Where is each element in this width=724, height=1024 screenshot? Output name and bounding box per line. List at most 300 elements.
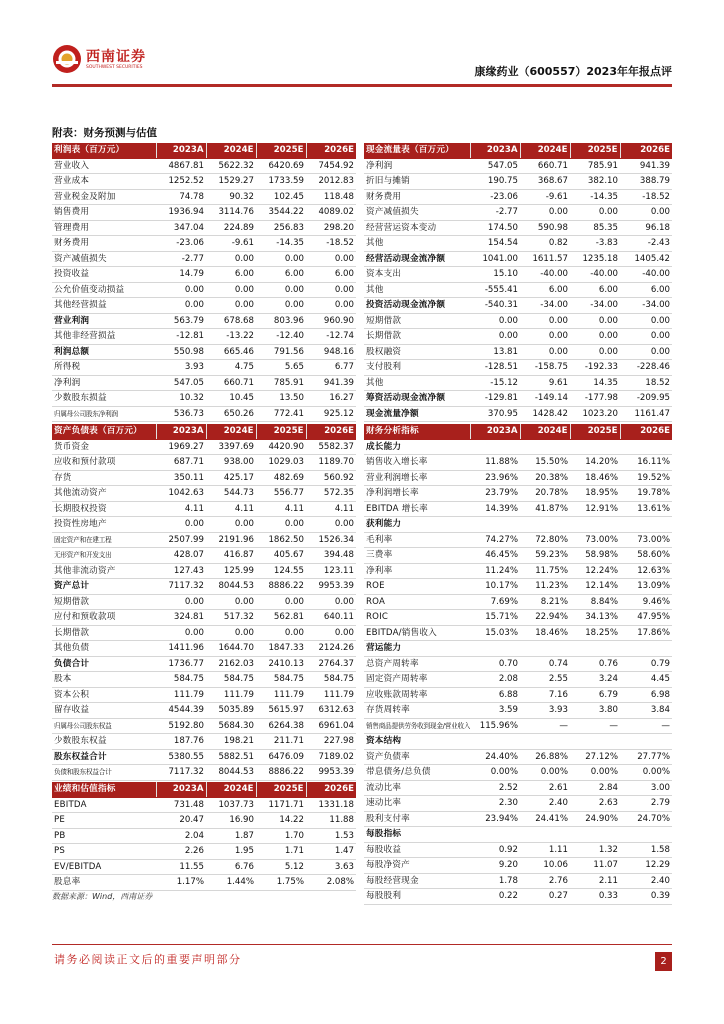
value-cell: 1.32 bbox=[570, 842, 620, 858]
row-label: 经营营运资本变动 bbox=[364, 220, 470, 236]
table-header-row bbox=[52, 782, 356, 797]
value-cell: 1041.00 bbox=[470, 251, 520, 267]
value-cell: 18.46% bbox=[520, 625, 570, 641]
value-cell: 0.00 bbox=[520, 344, 570, 360]
year-header-cell: 2026E bbox=[306, 782, 356, 797]
value-cell: 5.65 bbox=[256, 360, 306, 376]
value-cell: 1235.18 bbox=[570, 251, 620, 267]
row-label: 其他流动资产 bbox=[52, 486, 156, 502]
value-cell: 46.45% bbox=[470, 548, 520, 564]
table-row bbox=[364, 718, 672, 734]
table-row bbox=[52, 749, 356, 765]
row-label: PE bbox=[52, 813, 156, 829]
value-cell: -128.51 bbox=[470, 360, 520, 376]
value-cell: 12.14% bbox=[570, 579, 620, 595]
value-cell: 1526.34 bbox=[306, 532, 356, 548]
value-cell: 115.96% bbox=[470, 718, 520, 734]
value-cell: 7.69% bbox=[470, 594, 520, 610]
value-cell: 938.00 bbox=[206, 455, 256, 471]
row-label: 短期借款 bbox=[364, 313, 470, 329]
value-cell bbox=[620, 439, 672, 455]
row-label: 毛利率 bbox=[364, 532, 470, 548]
value-cell: 0.00 bbox=[620, 205, 672, 221]
value-cell: 2.08 bbox=[470, 672, 520, 688]
value-cell: 23.79% bbox=[470, 486, 520, 502]
table-row bbox=[364, 873, 672, 889]
table-row bbox=[52, 344, 356, 360]
value-cell: 11.24% bbox=[470, 563, 520, 579]
value-cell: 1171.71 bbox=[256, 797, 306, 813]
logo-text-cn: 西南证券 bbox=[86, 49, 146, 65]
row-label: 速动比率 bbox=[364, 796, 470, 812]
value-cell: 482.69 bbox=[256, 470, 306, 486]
row-label: 每股股利 bbox=[364, 889, 470, 905]
table-row bbox=[364, 455, 672, 471]
value-cell: 0.00 bbox=[570, 313, 620, 329]
value-cell bbox=[470, 641, 520, 657]
value-cell: 0.00% bbox=[520, 765, 570, 781]
row-label: 利润总额 bbox=[52, 344, 156, 360]
value-cell: 324.81 bbox=[156, 610, 206, 626]
row-label: 获利能力 bbox=[364, 517, 470, 533]
value-cell: 8.21% bbox=[520, 594, 570, 610]
row-label: 管理费用 bbox=[52, 220, 156, 236]
value-cell: 5622.32 bbox=[206, 158, 256, 174]
table-row bbox=[52, 594, 356, 610]
value-cell: 3.59 bbox=[470, 703, 520, 719]
value-cell: 1428.42 bbox=[520, 406, 570, 422]
value-cell: 368.67 bbox=[520, 174, 570, 190]
value-cell: 6.00 bbox=[206, 267, 256, 283]
value-cell: 14.39% bbox=[470, 501, 520, 517]
row-label: 应收和预付款项 bbox=[52, 455, 156, 471]
table-row bbox=[52, 517, 356, 533]
value-cell: 791.56 bbox=[256, 344, 306, 360]
value-cell: 0.00 bbox=[206, 625, 256, 641]
table-row bbox=[52, 656, 356, 672]
table-row bbox=[364, 313, 672, 329]
value-cell: 3.80 bbox=[570, 703, 620, 719]
value-cell: 6312.63 bbox=[306, 703, 356, 719]
row-label: 支付股利 bbox=[364, 360, 470, 376]
row-label: 长期股权投资 bbox=[52, 501, 156, 517]
value-cell: 1.75% bbox=[256, 875, 306, 891]
value-cell: 18.95% bbox=[570, 486, 620, 502]
table-row bbox=[364, 563, 672, 579]
value-cell: 4544.39 bbox=[156, 703, 206, 719]
value-cell: 0.00 bbox=[620, 329, 672, 345]
table-row bbox=[52, 236, 356, 252]
value-cell: -12.40 bbox=[256, 329, 306, 345]
table-row bbox=[52, 703, 356, 719]
table-row bbox=[364, 532, 672, 548]
value-cell: 4.11 bbox=[256, 501, 306, 517]
value-cell: 2.63 bbox=[570, 796, 620, 812]
table-row bbox=[364, 375, 672, 391]
value-cell: 124.55 bbox=[256, 563, 306, 579]
table-row bbox=[52, 813, 356, 829]
table-row bbox=[52, 298, 356, 314]
table-row bbox=[364, 189, 672, 205]
footer-disclaimer: 请务必阅读正文后的重要声明部分 bbox=[54, 953, 242, 966]
value-cell: 547.05 bbox=[156, 375, 206, 391]
row-label: 净利润 bbox=[364, 158, 470, 174]
value-cell: 256.83 bbox=[256, 220, 306, 236]
value-cell: 925.12 bbox=[306, 406, 356, 422]
value-cell: 2.30 bbox=[470, 796, 520, 812]
year-header-cell: 2023A bbox=[470, 143, 520, 158]
value-cell: -13.22 bbox=[206, 329, 256, 345]
table-title-cell: 资产负债表（百万元） bbox=[52, 424, 156, 439]
row-label: 资产总计 bbox=[52, 579, 156, 595]
value-cell: 0.00 bbox=[306, 625, 356, 641]
row-label: 股权融资 bbox=[364, 344, 470, 360]
value-cell: -555.41 bbox=[470, 282, 520, 298]
year-header-cell: 2025E bbox=[570, 143, 620, 158]
value-cell: 6.98 bbox=[620, 687, 672, 703]
value-cell: -2.77 bbox=[156, 251, 206, 267]
value-cell: 1529.27 bbox=[206, 174, 256, 190]
value-cell: 0.92 bbox=[470, 842, 520, 858]
value-cell: 562.81 bbox=[256, 610, 306, 626]
value-cell: 0.00 bbox=[470, 313, 520, 329]
value-cell: 1847.33 bbox=[256, 641, 306, 657]
row-label: PB bbox=[52, 828, 156, 844]
row-label: 其他 bbox=[364, 236, 470, 252]
value-cell: -14.35 bbox=[570, 189, 620, 205]
value-cell: 1.87 bbox=[206, 828, 256, 844]
value-cell: 785.91 bbox=[570, 158, 620, 174]
table-row bbox=[52, 205, 356, 221]
table-row bbox=[52, 828, 356, 844]
value-cell: 1411.96 bbox=[156, 641, 206, 657]
value-cell: -15.12 bbox=[470, 375, 520, 391]
value-cell: 96.18 bbox=[620, 220, 672, 236]
value-cell bbox=[520, 517, 570, 533]
value-cell: 6.00 bbox=[306, 267, 356, 283]
value-cell: 0.00 bbox=[470, 329, 520, 345]
value-cell: 1042.63 bbox=[156, 486, 206, 502]
row-label: 净利率 bbox=[364, 563, 470, 579]
value-cell: 90.32 bbox=[206, 189, 256, 205]
value-cell: 584.75 bbox=[306, 672, 356, 688]
row-label: 货币资金 bbox=[52, 439, 156, 455]
value-cell: 10.17% bbox=[470, 579, 520, 595]
value-cell: 8044.53 bbox=[206, 765, 256, 781]
value-cell: 0.70 bbox=[470, 656, 520, 672]
value-cell: 0.00 bbox=[206, 298, 256, 314]
value-cell: 6.76 bbox=[206, 859, 256, 875]
value-cell: 1611.57 bbox=[520, 251, 570, 267]
table-row bbox=[364, 579, 672, 595]
table-row bbox=[364, 360, 672, 376]
value-cell: 428.07 bbox=[156, 548, 206, 564]
value-cell: 27.12% bbox=[570, 749, 620, 765]
value-cell: 3.93 bbox=[156, 360, 206, 376]
table-row bbox=[52, 765, 356, 781]
value-cell: 0.00 bbox=[206, 251, 256, 267]
value-cell: 2012.83 bbox=[306, 174, 356, 190]
year-header-cell: 2024E bbox=[206, 782, 256, 797]
value-cell: 23.96% bbox=[470, 470, 520, 486]
footer-divider bbox=[52, 944, 672, 945]
value-cell: 7.16 bbox=[520, 687, 570, 703]
value-cell: 4420.90 bbox=[256, 439, 306, 455]
value-cell: 227.98 bbox=[306, 734, 356, 750]
section-title: 附表：财务预测与估值 bbox=[52, 127, 157, 139]
row-label: 三费率 bbox=[364, 548, 470, 564]
value-cell: 20.47 bbox=[156, 813, 206, 829]
value-cell: 0.22 bbox=[470, 889, 520, 905]
value-cell bbox=[520, 827, 570, 843]
value-cell: 3.93 bbox=[520, 703, 570, 719]
value-cell bbox=[570, 734, 620, 750]
row-label: 成长能力 bbox=[364, 439, 470, 455]
value-cell: 2191.96 bbox=[206, 532, 256, 548]
row-label: 总资产周转率 bbox=[364, 656, 470, 672]
balance-sheet-table bbox=[52, 424, 356, 795]
value-cell bbox=[620, 641, 672, 657]
value-cell: 211.71 bbox=[256, 734, 306, 750]
value-cell: 187.76 bbox=[156, 734, 206, 750]
value-cell: 382.10 bbox=[570, 174, 620, 190]
value-cell: 11.75% bbox=[520, 563, 570, 579]
value-cell: 0.74 bbox=[520, 656, 570, 672]
value-cell: 10.06 bbox=[520, 858, 570, 874]
value-cell: 111.79 bbox=[206, 687, 256, 703]
row-label: 股利支付率 bbox=[364, 811, 470, 827]
row-label: 销售收入增长率 bbox=[364, 455, 470, 471]
table-row bbox=[364, 780, 672, 796]
row-label: 公允价值变动损益 bbox=[52, 282, 156, 298]
year-header-cell: 2026E bbox=[306, 143, 356, 158]
table-row bbox=[364, 251, 672, 267]
row-label: 存货 bbox=[52, 470, 156, 486]
value-cell: 660.71 bbox=[206, 375, 256, 391]
value-cell: -540.31 bbox=[470, 298, 520, 314]
value-cell: 10.32 bbox=[156, 391, 206, 407]
value-cell: 8886.22 bbox=[256, 579, 306, 595]
value-cell: 85.35 bbox=[570, 220, 620, 236]
value-cell: 3.00 bbox=[620, 780, 672, 796]
table-row bbox=[364, 486, 672, 502]
row-label: 筹资活动现金流净额 bbox=[364, 391, 470, 407]
value-cell: 1189.70 bbox=[306, 455, 356, 471]
table-header-row bbox=[364, 143, 672, 158]
value-cell: 584.75 bbox=[156, 672, 206, 688]
table-row bbox=[364, 236, 672, 252]
value-cell: 0.00 bbox=[520, 313, 570, 329]
year-header-cell: 2026E bbox=[620, 143, 672, 158]
value-cell: 2.08% bbox=[306, 875, 356, 891]
value-cell: 785.91 bbox=[256, 375, 306, 391]
value-cell: 536.73 bbox=[156, 406, 206, 422]
value-cell: 2.26 bbox=[156, 844, 206, 860]
value-cell: 0.00 bbox=[570, 329, 620, 345]
value-cell: 0.82 bbox=[520, 236, 570, 252]
value-cell: -40.00 bbox=[570, 267, 620, 283]
value-cell: 0.00 bbox=[520, 205, 570, 221]
table-row bbox=[364, 703, 672, 719]
row-label: 归属母公司股东净利润 bbox=[52, 406, 156, 422]
value-cell: 0.39 bbox=[620, 889, 672, 905]
row-label: 无形资产和开发支出 bbox=[52, 548, 156, 564]
value-cell: 5192.80 bbox=[156, 718, 206, 734]
value-cell: 111.79 bbox=[306, 687, 356, 703]
value-cell: 12.24% bbox=[570, 563, 620, 579]
row-label: 营业收入 bbox=[52, 158, 156, 174]
value-cell bbox=[620, 827, 672, 843]
value-cell: 23.94% bbox=[470, 811, 520, 827]
year-header-cell: 2025E bbox=[256, 424, 306, 439]
value-cell: 1023.20 bbox=[570, 406, 620, 422]
value-cell bbox=[470, 439, 520, 455]
value-cell: 20.38% bbox=[520, 470, 570, 486]
value-cell: 6.88 bbox=[470, 687, 520, 703]
value-cell: 0.33 bbox=[570, 889, 620, 905]
table-row bbox=[52, 672, 356, 688]
value-cell: 58.98% bbox=[570, 548, 620, 564]
value-cell: 298.20 bbox=[306, 220, 356, 236]
value-cell: 2.11 bbox=[570, 873, 620, 889]
value-cell: 125.99 bbox=[206, 563, 256, 579]
row-label: 每股净资产 bbox=[364, 858, 470, 874]
value-cell: 731.48 bbox=[156, 797, 206, 813]
value-cell: 2507.99 bbox=[156, 532, 206, 548]
value-cell: 190.75 bbox=[470, 174, 520, 190]
value-cell: -18.52 bbox=[306, 236, 356, 252]
value-cell: 0.00 bbox=[206, 282, 256, 298]
table-row bbox=[52, 486, 356, 502]
value-cell: 73.00% bbox=[570, 532, 620, 548]
value-cell: 22.94% bbox=[520, 610, 570, 626]
value-cell: 5380.55 bbox=[156, 749, 206, 765]
value-cell: 0.00 bbox=[306, 517, 356, 533]
value-cell: 8886.22 bbox=[256, 765, 306, 781]
table-row bbox=[52, 548, 356, 564]
table-row bbox=[52, 625, 356, 641]
value-cell: -34.00 bbox=[570, 298, 620, 314]
value-cell: 41.87% bbox=[520, 501, 570, 517]
value-cell: 13.61% bbox=[620, 501, 672, 517]
value-cell: 405.67 bbox=[256, 548, 306, 564]
value-cell: 24.90% bbox=[570, 811, 620, 827]
year-header-cell: 2026E bbox=[620, 424, 672, 439]
value-cell: 15.10 bbox=[470, 267, 520, 283]
row-label: 财务费用 bbox=[364, 189, 470, 205]
table-header-row bbox=[52, 424, 356, 439]
table-row bbox=[364, 749, 672, 765]
value-cell: 9.46% bbox=[620, 594, 672, 610]
table-row bbox=[52, 610, 356, 626]
value-cell: 4089.02 bbox=[306, 205, 356, 221]
row-label: 资产减值损失 bbox=[52, 251, 156, 267]
value-cell: 2410.13 bbox=[256, 656, 306, 672]
value-cell: 0.76 bbox=[570, 656, 620, 672]
value-cell: 3544.22 bbox=[256, 205, 306, 221]
year-header-cell: 2024E bbox=[206, 424, 256, 439]
table-row bbox=[364, 406, 672, 422]
year-header-cell: 2023A bbox=[470, 424, 520, 439]
value-cell: 347.04 bbox=[156, 220, 206, 236]
value-cell: -228.46 bbox=[620, 360, 672, 376]
row-label: 每股指标 bbox=[364, 827, 470, 843]
value-cell: 11.23% bbox=[520, 579, 570, 595]
value-cell: 547.05 bbox=[470, 158, 520, 174]
row-label: EBITDA bbox=[52, 797, 156, 813]
row-label: 营业利润增长率 bbox=[364, 470, 470, 486]
value-cell: 154.54 bbox=[470, 236, 520, 252]
row-label: 营业利润 bbox=[52, 313, 156, 329]
value-cell: 24.70% bbox=[620, 811, 672, 827]
value-cell: 5035.89 bbox=[206, 703, 256, 719]
value-cell: 123.11 bbox=[306, 563, 356, 579]
row-label: 净利润 bbox=[52, 375, 156, 391]
value-cell: 0.00 bbox=[306, 251, 356, 267]
table-row bbox=[52, 313, 356, 329]
value-cell: 18.52 bbox=[620, 375, 672, 391]
value-cell: -149.14 bbox=[520, 391, 570, 407]
table-row bbox=[364, 548, 672, 564]
value-cell: 102.45 bbox=[256, 189, 306, 205]
value-cell: 1161.47 bbox=[620, 406, 672, 422]
value-cell: 2.04 bbox=[156, 828, 206, 844]
table-row bbox=[364, 267, 672, 283]
value-cell: 4867.81 bbox=[156, 158, 206, 174]
year-header-cell: 2024E bbox=[520, 143, 570, 158]
row-label: 资产负债率 bbox=[364, 749, 470, 765]
year-header-cell: 2024E bbox=[206, 143, 256, 158]
value-cell bbox=[570, 827, 620, 843]
row-label: 负债和股东权益合计 bbox=[52, 765, 156, 781]
row-label: 每股经营现金 bbox=[364, 873, 470, 889]
value-cell: 6476.09 bbox=[256, 749, 306, 765]
value-cell: 0.00 bbox=[256, 594, 306, 610]
value-cell: 678.68 bbox=[206, 313, 256, 329]
value-cell: 6.00 bbox=[620, 282, 672, 298]
value-cell: 560.92 bbox=[306, 470, 356, 486]
header-divider bbox=[52, 84, 672, 87]
row-label: 其他负债 bbox=[52, 641, 156, 657]
value-cell: -14.35 bbox=[256, 236, 306, 252]
row-label: 其他 bbox=[364, 282, 470, 298]
value-cell: 5615.97 bbox=[256, 703, 306, 719]
value-cell: 34.13% bbox=[570, 610, 620, 626]
value-cell: 4.11 bbox=[206, 501, 256, 517]
row-label: 长期借款 bbox=[52, 625, 156, 641]
table-row bbox=[364, 517, 672, 533]
year-header-cell: 2025E bbox=[256, 143, 306, 158]
value-cell: 111.79 bbox=[256, 687, 306, 703]
value-cell: -2.43 bbox=[620, 236, 672, 252]
value-cell: 3.63 bbox=[306, 859, 356, 875]
value-cell: 1862.50 bbox=[256, 532, 306, 548]
value-cell: 6961.04 bbox=[306, 718, 356, 734]
row-label: 资本结构 bbox=[364, 734, 470, 750]
value-cell: 18.25% bbox=[570, 625, 620, 641]
row-label: 负债合计 bbox=[52, 656, 156, 672]
value-cell: -23.06 bbox=[156, 236, 206, 252]
year-header-cell: 2024E bbox=[520, 424, 570, 439]
value-cell: 2162.03 bbox=[206, 656, 256, 672]
table-row bbox=[364, 734, 672, 750]
value-cell: -129.81 bbox=[470, 391, 520, 407]
table-row bbox=[52, 844, 356, 860]
table-row bbox=[52, 439, 356, 455]
income-statement-table bbox=[52, 143, 356, 437]
value-cell: 572.35 bbox=[306, 486, 356, 502]
value-cell: 0.00 bbox=[206, 517, 256, 533]
